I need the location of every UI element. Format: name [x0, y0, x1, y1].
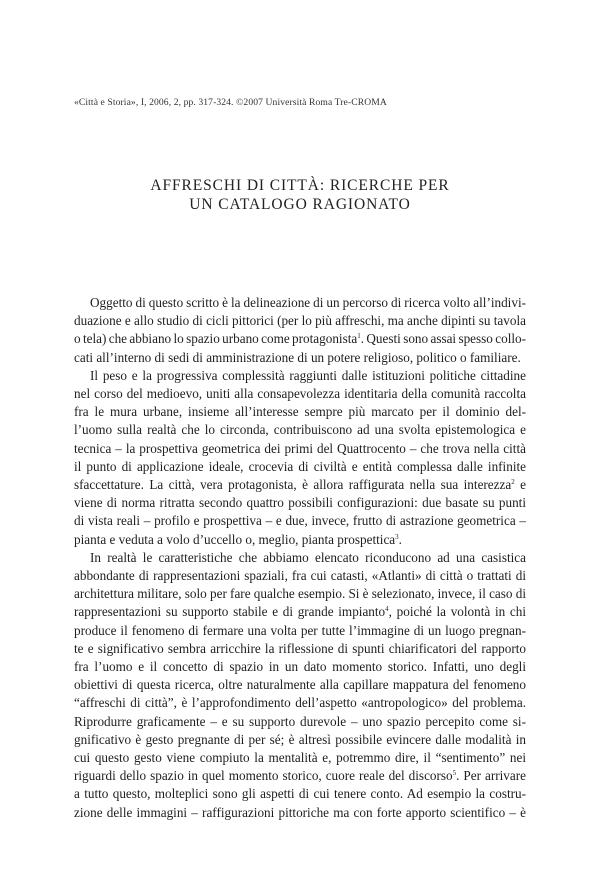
- text-line: obiettivi di questa ricerca, oltre naturalmente alla capillare mappatura del fenomeno: [74, 677, 526, 693]
- text-line: [74, 603, 526, 621]
- text-line: Riprodurre graficamente – e su supporto durevole – uno spazio percepito come si-: [74, 713, 526, 729]
- text-line: di vista reali – profilo e prospettiva – e due, invece, frutto di astrazione geometrica –: [74, 513, 526, 529]
- text-line: Oggetto di questo scritto è la delineazione di un percorso di ricerca volto all’indivi-: [90, 295, 526, 310]
- text-line: nel corso del medioevo, uniti alla consapevolezza identitaria della comunità raccolta: [74, 386, 526, 402]
- text-line: zione delle immagini – raffigurazioni pittoriche ma con forte apporto scientifico – è: [74, 804, 526, 820]
- text-line: [74, 531, 526, 549]
- text-line: duazione e allo studio di cicli pittorici (per lo più affreschi, ma anche dipinti su tavola: [74, 313, 526, 329]
- text-segment: sfaccettature. La città, vera protagonista, è allora raffigurata nella sua interezza: [74, 477, 512, 493]
- text-line: cui questo gesto viene compiuto la mentalità e, potremmo dire, il “sentimento” nei: [74, 750, 526, 766]
- text-segment: pianta e veduta a volo d’uccello o, meglio, pianta prospettica: [74, 531, 396, 547]
- text-line: a tutto questo, molteplici sono gli aspetti di cui tenere conto. Ad esempio la costru-: [74, 786, 526, 802]
- text-line: In realtà le caratteristiche che abbiamo elencato riconducono ad una casistica: [90, 549, 526, 565]
- text-line: te e significativo sembra arricchire la riflessione di spunti chiarificatori del rapporto: [74, 640, 526, 656]
- article-title: [0, 176, 600, 214]
- text-line: viene di norma ritratta secondo quattro possibili configurazioni: due basate su punti: [74, 495, 526, 511]
- text-line: fra le mura urbane, insieme all’interesse sempre più marcato per il dominio del-: [74, 404, 526, 420]
- footnote-ref-5: 5: [452, 769, 457, 778]
- text-segment: . Questi sono assai spesso collo-: [360, 331, 527, 347]
- paragraph-2: [74, 367, 526, 549]
- text-segment: o tela) che abbiano lo spazio urbano come protagonista: [74, 331, 358, 347]
- text-line: abbondante di rappresentazioni spaziali, fra cui catasti, «Atlanti» di città o trattati di: [74, 568, 526, 584]
- footnote-ref-1: 1: [357, 332, 361, 341]
- text-line: [74, 767, 526, 785]
- text-segment: . Per arrivare: [456, 768, 526, 784]
- title-line-2: UN CATALOGO RAGIONATO: [189, 196, 411, 213]
- text-segment: riguardi dello spazio in quel momento storico, cuore reale del discorso: [74, 768, 453, 784]
- paragraph-3: [74, 549, 526, 822]
- article-body: [74, 294, 526, 822]
- text-line: gnificativo è gesto pregnante di per sé; è altresì possibile evincere dalle modalità in: [74, 731, 526, 747]
- text-segment: .: [398, 531, 402, 547]
- text-line: architettura militare, solo per fare qualche esempio. Si è selezionato, invece, il caso di: [74, 586, 526, 602]
- footnote-ref-2: 2: [511, 478, 515, 487]
- text-line: produce il fenomeno di fermare una volta per tutte l’immagine di un luogo pregnan-: [74, 622, 526, 638]
- paragraph-1: [74, 294, 526, 367]
- text-segment: rappresentazioni su supporto stabile e di grande impianto: [74, 604, 386, 620]
- text-line: [74, 476, 526, 494]
- text-line: Il peso e la progressiva complessità raggiunti dalle istituzioni politiche cittadine: [90, 367, 526, 383]
- text-line: [74, 330, 526, 348]
- text-line: il punto di applicazione ideale, crocevia di civiltà e entità complessa dalle infinite: [74, 458, 526, 474]
- running-head: «Città e Storia», I, 2006, 2, pp. 317-324. ©2007 Università Roma Tre-CROMA: [74, 97, 387, 108]
- text-line: fra l’uomo e il concetto di spazio in un dato momento storico. Infatti, uno degli: [74, 659, 526, 675]
- text-line: “affreschi di città”, è l’approfondimento dell’aspetto «antropologico» del problema.: [74, 695, 526, 711]
- footnote-ref-4: 4: [385, 605, 389, 614]
- footnote-ref-3: 3: [395, 532, 399, 541]
- text-line: l’uomo sulla realtà che lo circonda, contribuiscono ad una svolta epistemologica e: [74, 422, 526, 438]
- text-line: cati all’interno di sedi di amministrazione di un potere religioso, politico o familiare.: [74, 349, 521, 365]
- text-segment: , poiché la volontà in chi: [388, 604, 526, 620]
- title-line-1: AFFRESCHI DI CITTÀ: RICERCHE PER: [150, 177, 450, 194]
- text-segment: e: [514, 477, 527, 493]
- text-line: tecnica – la prospettiva geometrica dei primi del Quattrocento – che trova nella città: [74, 440, 526, 456]
